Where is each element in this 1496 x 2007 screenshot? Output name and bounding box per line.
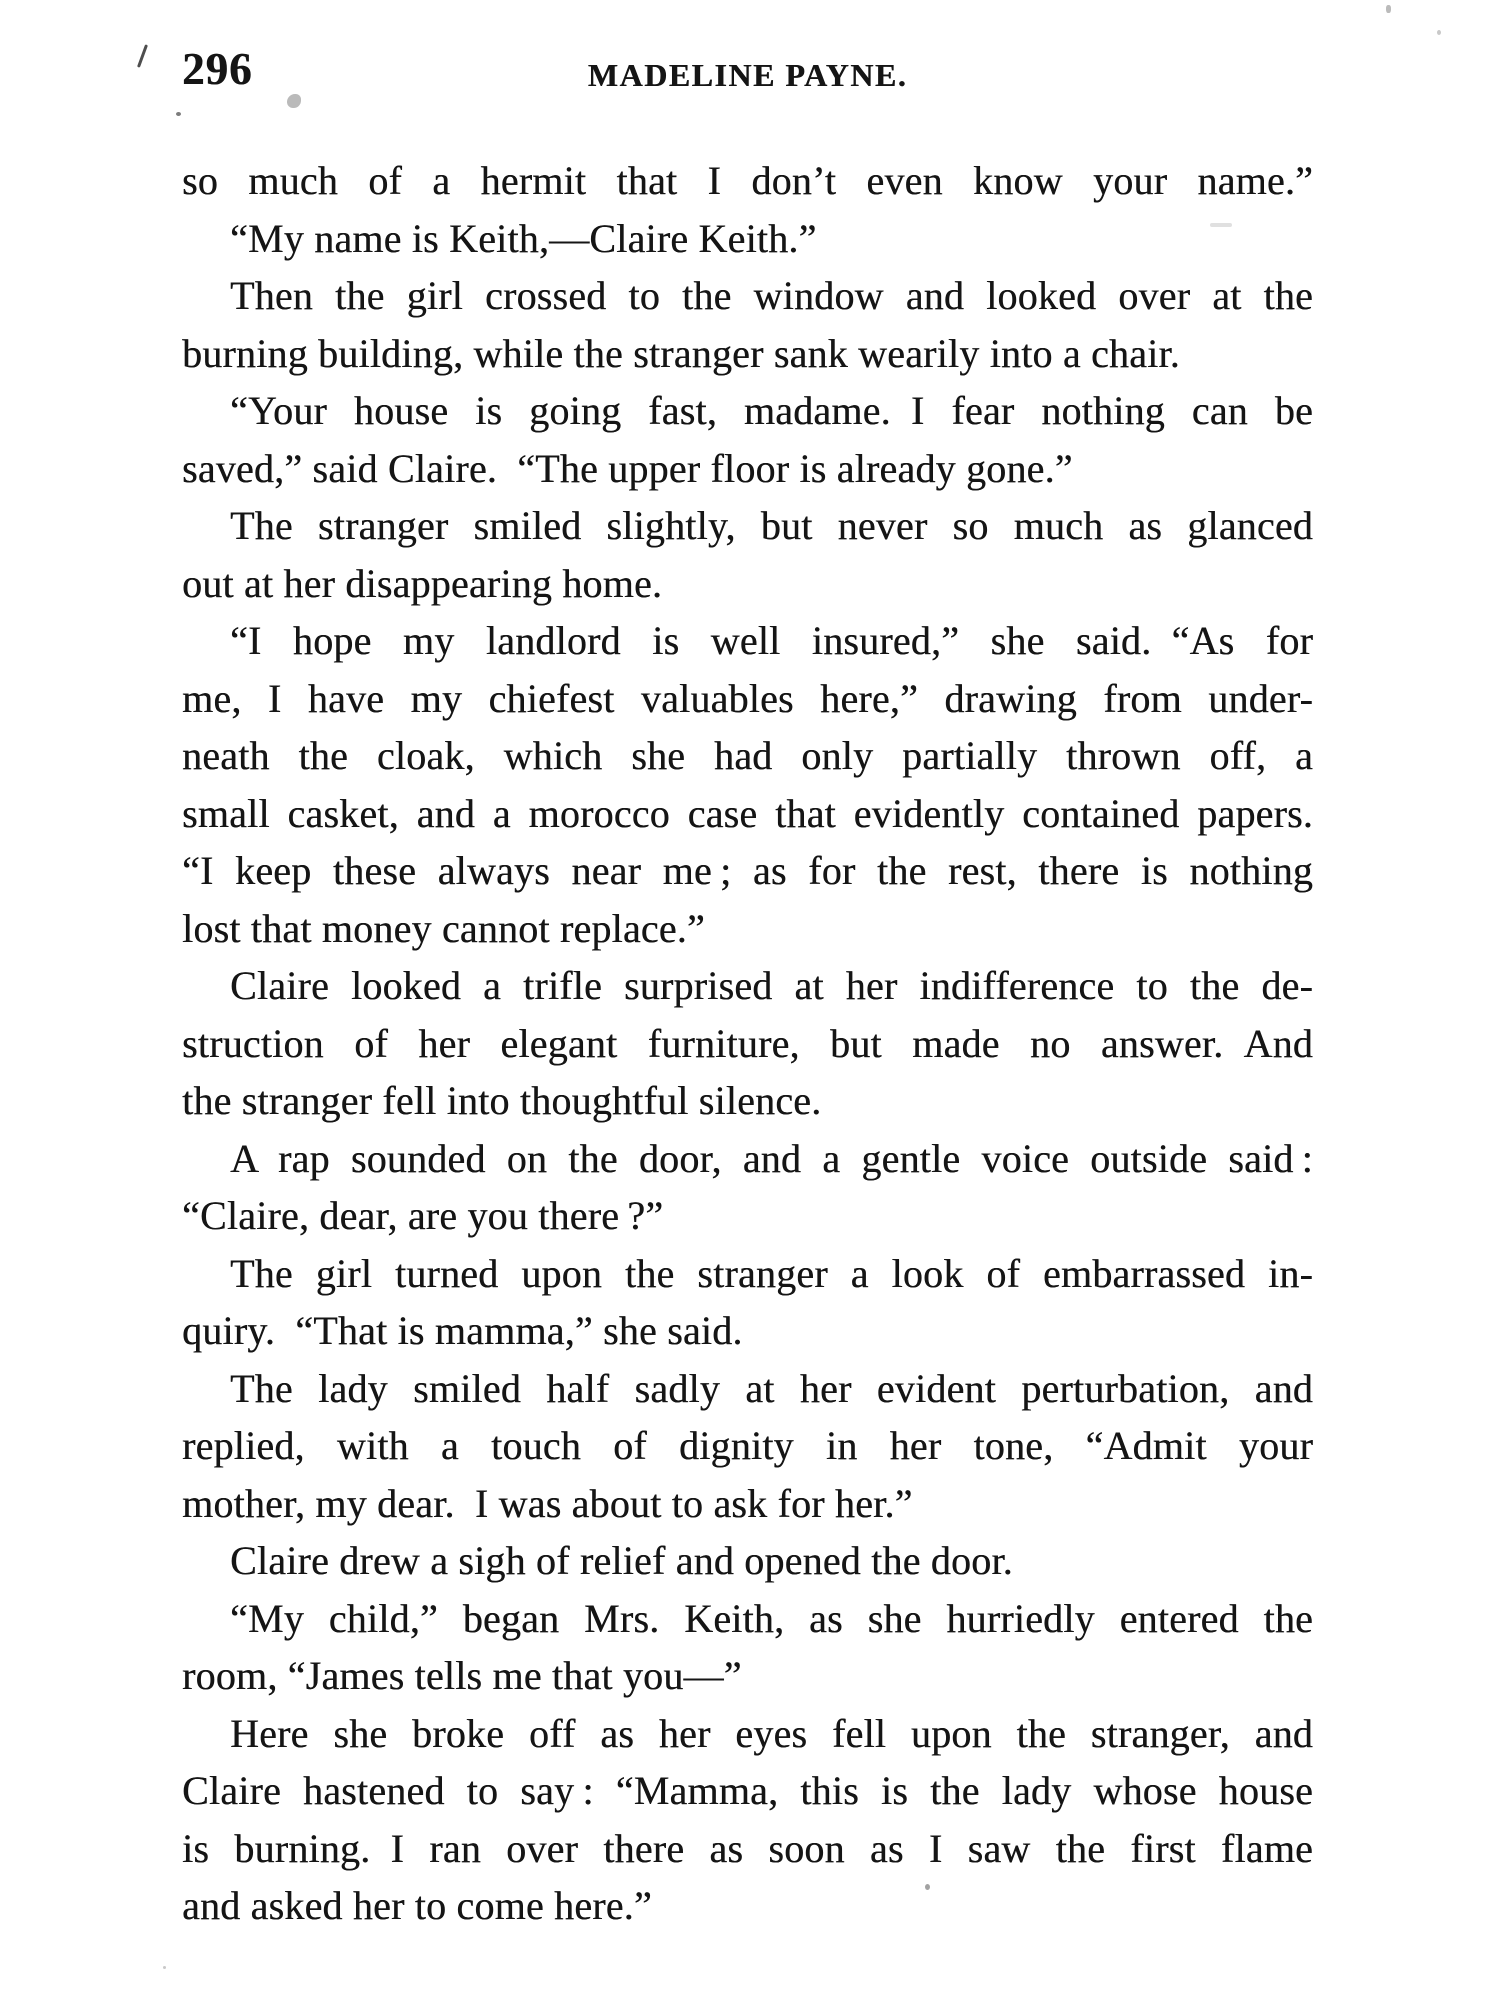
- text-line-content: Here she broke off as her eyes fell upon the stranger, and: [230, 1710, 1313, 1756]
- text-line: [182, 1245, 1313, 1303]
- text-line-content: small casket, and a morocco case that evidently contained papers.: [182, 790, 1313, 836]
- page-number: 296: [182, 44, 253, 94]
- text-line: [182, 1072, 1313, 1130]
- paragraph: [182, 1532, 1313, 1590]
- text-line-content: The stranger smiled slightly, but never so much as glanced: [230, 503, 1313, 548]
- text-line-content: lost that money cannot replace.”: [182, 905, 705, 951]
- scan-artifact-speck: [1386, 5, 1391, 13]
- text-line: [182, 1417, 1313, 1475]
- text-line: [182, 1532, 1313, 1590]
- text-line-content: mother, my dear. I was about to ask for her.”: [182, 1480, 913, 1526]
- text-line: [182, 382, 1313, 440]
- paragraph: [182, 210, 1313, 268]
- text-line: [182, 1590, 1313, 1648]
- text-line-content: “Claire, dear, are you there ?”: [182, 1193, 664, 1238]
- text-line-content: saved,” said Claire. “The upper floor is already gone.”: [182, 445, 1073, 491]
- text-line: [182, 1015, 1313, 1073]
- text-line: [182, 152, 1313, 210]
- running-header-title: MADELINE PAYNE.: [587, 57, 908, 93]
- text-line-content: “Your house is going fast, madame. I fear nothing can be: [230, 388, 1313, 433]
- text-line: [182, 1187, 1313, 1245]
- text-line: [182, 497, 1313, 555]
- paragraph: [182, 1245, 1313, 1360]
- text-line: [182, 1360, 1313, 1418]
- text-line: [182, 727, 1313, 785]
- text-line: [182, 1647, 1313, 1705]
- scan-artifact-speck: [163, 1966, 166, 1969]
- paragraph: [182, 267, 1313, 382]
- text-line-content: Then the girl crossed to the window and looked over at the: [230, 273, 1313, 318]
- text-line: [182, 210, 1313, 268]
- paragraph: [182, 1705, 1313, 1935]
- text-line-content: and asked her to come here.”: [182, 1883, 652, 1928]
- text-line-content: replied, with a touch of dignity in her tone, “Admit your: [182, 1423, 1313, 1468]
- text-line-content: me, I have my chiefest valuables here,” drawing from under-: [182, 675, 1313, 721]
- text-line: [182, 555, 1313, 613]
- text-line-content: “My child,” began Mrs. Keith, as she hurriedly entered the: [230, 1595, 1313, 1641]
- text-line-content: The girl turned upon the stranger a look of embarrassed in-: [230, 1250, 1313, 1296]
- text-line-content: burning building, while the stranger sank wearily into a chair.: [182, 330, 1180, 376]
- paragraph: [182, 1130, 1313, 1245]
- paragraph: [182, 1360, 1313, 1533]
- paragraph: [182, 497, 1313, 612]
- text-line: [182, 670, 1313, 728]
- text-line-content: so much of a hermit that I don’t even know your name.”: [182, 158, 1313, 203]
- text-line: [182, 785, 1313, 843]
- text-line-content: neath the cloak, which she had only partially thrown off, a: [182, 733, 1313, 778]
- paragraph: [182, 957, 1313, 1130]
- text-line: [182, 1130, 1313, 1188]
- text-line-content: out at her disappearing home.: [182, 560, 663, 606]
- text-line-content: “I hope my landlord is well insured,” she said. “As for: [230, 618, 1313, 663]
- paragraph: [182, 612, 1313, 957]
- text-line: [182, 900, 1313, 958]
- text-line-content: room, “James tells me that you—”: [182, 1653, 742, 1698]
- text-line: [182, 1302, 1313, 1360]
- text-line-content: Claire hastened to say : “Mamma, this is the lady whose house: [182, 1768, 1313, 1813]
- text-line-content: “I keep these always near me ; as for the rest, there is nothing: [182, 848, 1313, 893]
- text-line: [182, 842, 1313, 900]
- text-line-content: The lady smiled half sadly at her evident perturbation, and: [230, 1365, 1313, 1411]
- text-line: [182, 957, 1313, 1015]
- text-line: [182, 440, 1313, 498]
- text-line: [182, 267, 1313, 325]
- text-line: [182, 1475, 1313, 1533]
- scan-artifact-tick: [137, 44, 148, 68]
- paragraph: [182, 1590, 1313, 1705]
- text-line-content: A rap sounded on the door, and a gentle voice outside said :: [230, 1135, 1313, 1181]
- text-line: [182, 612, 1313, 670]
- text-line-content: quiry. “That is mamma,” she said.: [182, 1308, 743, 1353]
- text-line-content: the stranger fell into thoughtful silence.: [182, 1078, 822, 1123]
- text-line-content: Claire looked a trifle surprised at her indifference to the de-: [230, 963, 1313, 1008]
- paragraph: [182, 382, 1313, 497]
- paragraph: [182, 152, 1313, 210]
- scan-artifact-dot: [176, 112, 181, 116]
- text-line: [182, 1705, 1313, 1763]
- text-line-content: struction of her elegant furniture, but made no answer. And: [182, 1020, 1313, 1066]
- scan-artifact-speck: [1437, 30, 1441, 35]
- page-body-text: [182, 152, 1313, 1935]
- text-line: [182, 1820, 1313, 1878]
- page-header: [182, 44, 1313, 104]
- text-line-content: “My name is Keith,—Claire Keith.”: [230, 215, 817, 261]
- text-line-content: is burning. I ran over there as soon as I saw the first flame: [182, 1825, 1313, 1871]
- text-line-content: Claire drew a sigh of relief and opened the door.: [230, 1538, 1013, 1583]
- text-line: [182, 325, 1313, 383]
- text-line: [182, 1877, 1313, 1935]
- text-line: [182, 1762, 1313, 1820]
